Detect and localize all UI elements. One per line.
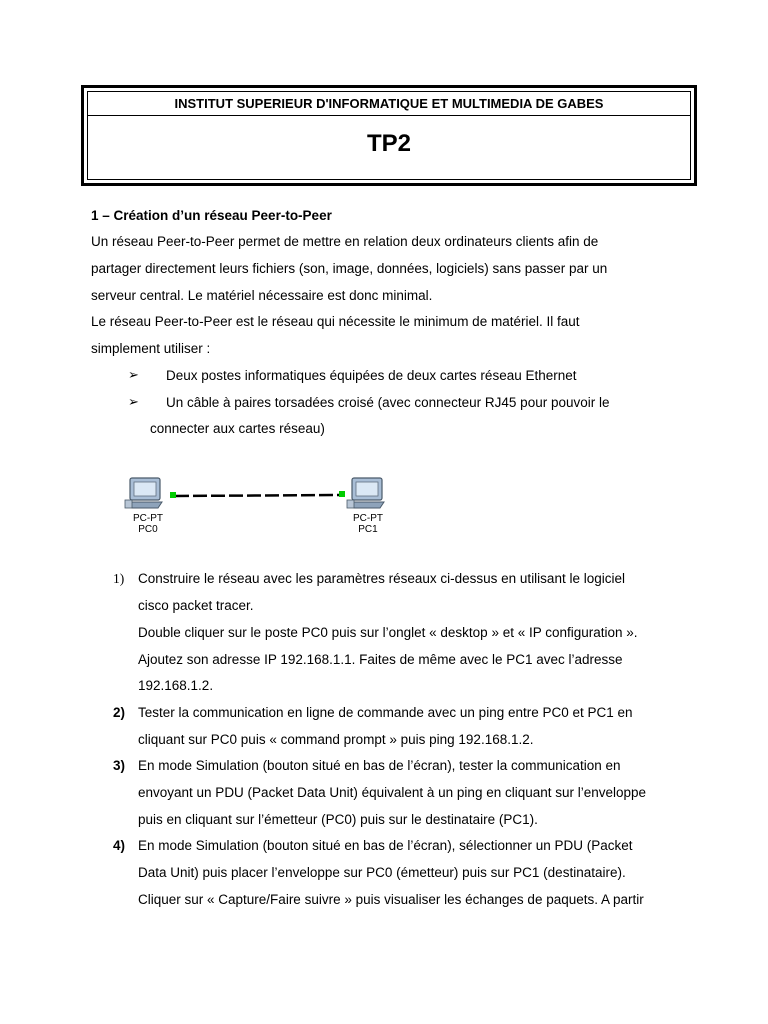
pc0-name-label: PC0 bbox=[138, 524, 158, 535]
step-line: 192.168.1.2. bbox=[138, 678, 214, 693]
paragraph-line: Le réseau Peer-to-Peer est le réseau qui nécessite le minimum de matériel. Il faut bbox=[91, 314, 580, 329]
step-number: 1) bbox=[113, 571, 125, 586]
header-box bbox=[81, 85, 697, 186]
paragraph-line: simplement utiliser : bbox=[91, 341, 211, 356]
paragraph-line: Un réseau Peer-to-Peer permet de mettre en relation deux ordinateurs clients afin de bbox=[91, 234, 599, 249]
institute-name: INSTITUT SUPERIEUR D'INFORMATIQUE ET MULTIMEDIA DE GABES bbox=[88, 92, 690, 116]
step-line: Construire le réseau avec les paramètres réseaux ci-dessus en utilisant le logiciel bbox=[138, 571, 625, 586]
crossover-cable-link bbox=[175, 495, 342, 496]
page-title: TP2 bbox=[366, 130, 411, 157]
step-line: En mode Simulation (bouton situé en bas de l’écran), sélectionner un PDU (Packet bbox=[138, 838, 633, 853]
bullet-arrow-icon: ➢ bbox=[128, 367, 139, 382]
step-line: Tester la communication en ligne de commande avec un ping entre PC0 et PC1 en bbox=[138, 705, 633, 720]
pc1-type-label: PC-PT bbox=[353, 513, 383, 524]
step-line: puis en cliquant sur l’émetteur (PC0) puis sur le destinataire (PC1). bbox=[138, 812, 538, 827]
pc1-name-label: PC1 bbox=[358, 524, 378, 535]
step-line: En mode Simulation (bouton situé en bas de l’écran), tester la communication en bbox=[138, 758, 621, 773]
step-line: Ajoutez son adresse IP 192.168.1.1. Faites de même avec le PC1 avec l’adresse bbox=[138, 652, 623, 667]
bullet-text: Un câble à paires torsadées croisé (avec connecteur RJ45 pour pouvoir le bbox=[166, 395, 610, 410]
paragraph-line: partager directement leurs fichiers (son, image, données, logiciels) sans passer par un bbox=[91, 261, 608, 276]
pc1-computer-icon bbox=[347, 478, 384, 508]
step-line: cisco packet tracer. bbox=[138, 598, 254, 613]
pc0-port-indicator bbox=[170, 492, 176, 498]
pc1-port-indicator bbox=[339, 491, 345, 497]
step-line: envoyant un PDU (Packet Data Unit) équivalent à un ping en cliquant sur l’enveloppe bbox=[138, 785, 647, 800]
pc0-computer-icon bbox=[125, 478, 162, 508]
step-line: cliquant sur PC0 puis « command prompt » puis ping 192.168.1.2. bbox=[138, 732, 534, 747]
step-number: 4) bbox=[113, 838, 126, 853]
paragraph-line: serveur central. Le matériel nécessaire est donc minimal. bbox=[91, 288, 433, 303]
step-line: Cliquer sur « Capture/Faire suivre » puis visualiser les échanges de paquets. A partir bbox=[138, 892, 644, 907]
step-number: 3) bbox=[113, 758, 126, 773]
section-heading: 1 – Création d’un réseau Peer-to-Peer bbox=[91, 208, 332, 223]
header-inner-box bbox=[87, 91, 691, 180]
step-number: 2) bbox=[113, 705, 126, 720]
bullet-text: connecter aux cartes réseau) bbox=[150, 421, 325, 436]
pc0-type-label: PC-PT bbox=[133, 513, 163, 524]
step-line: Double cliquer sur le poste PC0 puis sur l’onglet « desktop » et « IP configuration ». bbox=[138, 625, 638, 640]
bullet-text: Deux postes informatiques équipées de deux cartes réseau Ethernet bbox=[166, 368, 577, 383]
step-line: Data Unit) puis placer l’enveloppe sur PC0 (émetteur) puis sur PC1 (destinataire). bbox=[138, 865, 626, 880]
bullet-arrow-icon: ➢ bbox=[128, 394, 139, 409]
